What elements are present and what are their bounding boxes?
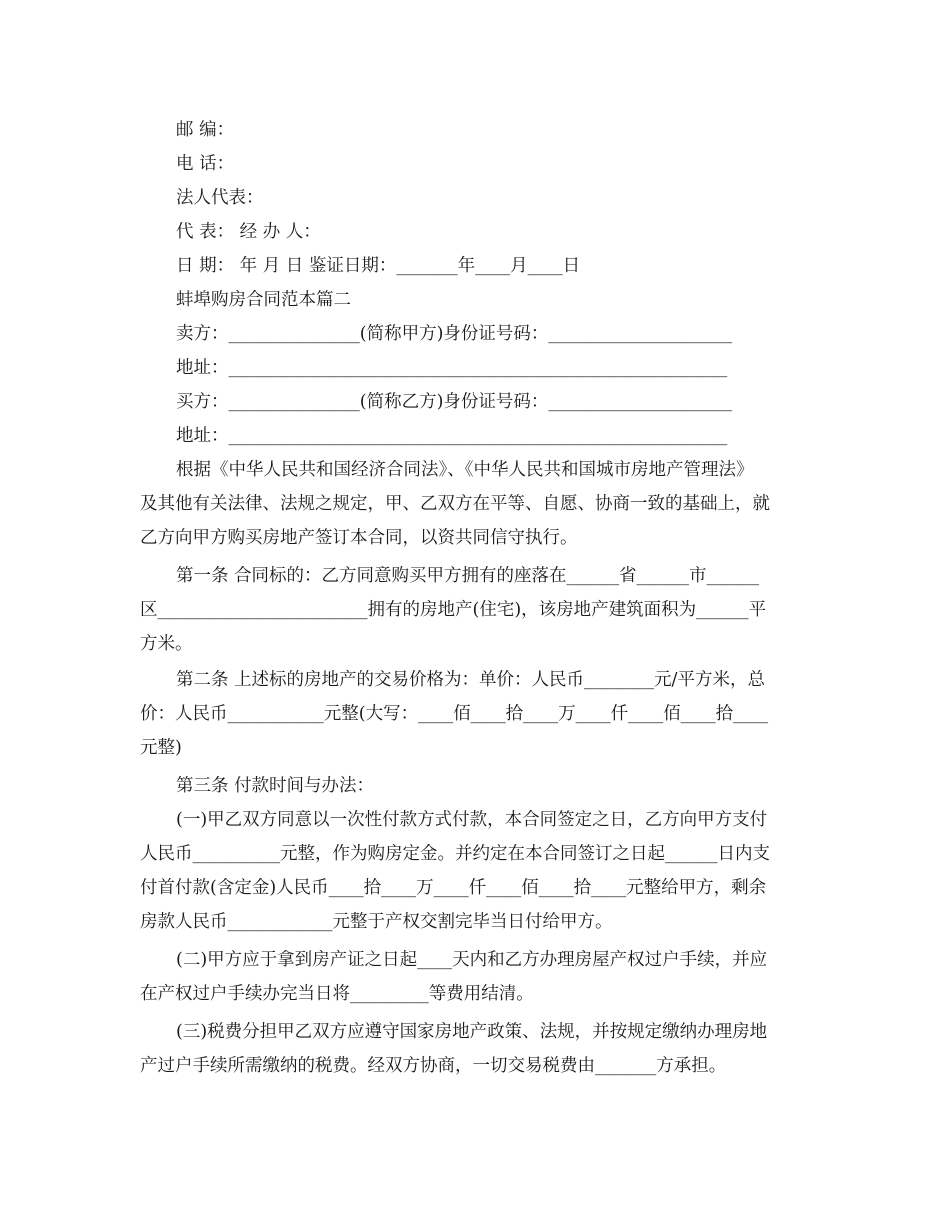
clause-3-line: (三)税费分担甲乙双方应遵守国家房地产政策、法规，并按规定缴纳办理房地	[176, 1022, 768, 1042]
clause-1-line: 付首付款(含定金)人民币____拾____万____仟____佰____拾____元整给甲方，剩余	[140, 878, 767, 898]
seller-line: 卖方：_______________(简称甲方)身份证号码：_____________________	[176, 324, 733, 344]
representative-agent-line: 代 表： 经 办 人：	[176, 222, 321, 242]
preamble-line: 乙方向甲方购买房地产签订本合同，以资共同信守执行。	[140, 528, 578, 548]
article-2-line: 第二条 上述标的房地产的交易价格为：单价：人民币________元/平方米，总	[176, 670, 765, 690]
clause-2-line: (二)甲方应于拿到房产证之日起____天内和乙方办理房屋产权过户手续，并应	[176, 950, 768, 970]
clause-1-line: (一)甲乙双方同意以一次性付款方式付款，本合同签定之日，乙方向甲方支付	[176, 810, 768, 830]
buyer-address-line: 地址：_________________________________________________________	[176, 426, 728, 446]
seller-address-line: 地址：_________________________________________________________	[176, 358, 728, 378]
article-1-line: 第一条 合同标的：乙方同意购买甲方拥有的座落在______省______市______	[176, 566, 760, 586]
preamble-line: 及其他有关法律、法规之规定，甲、乙双方在平等、自愿、协商一致的基础上，就	[140, 494, 770, 514]
article-2-line: 价：人民币___________元整(大写：____佰____拾____万____仟____佰____拾____	[140, 704, 769, 724]
clause-3-line: 产过户手续所需缴纳的税费。经双方协商，一切交易税费由_______方承担。	[140, 1056, 727, 1076]
legal-representative-line: 法人代表：	[176, 188, 264, 208]
clause-2-line: 在产权过户手续办完当日将_________等费用结清。	[140, 984, 534, 1004]
article-2-line: 元整)	[140, 738, 182, 758]
clause-1-line: 房款人民币____________元整于产权交割完毕当日付给甲方。	[140, 912, 613, 932]
date-line: 日 期： 年 月 日 鉴证日期：_______年____月____日	[176, 256, 581, 276]
postcode-line: 邮 编：	[176, 120, 235, 140]
buyer-line: 买方：_______________(简称乙方)身份证号码：_____________________	[176, 392, 733, 412]
section-title: 蚌埠购房合同范本篇二	[176, 290, 351, 310]
article-1-line: 方米。	[140, 634, 193, 654]
preamble-line: 根据《中华人民共和国经济合同法》、《中华人民共和国城市房地产管理法》	[176, 460, 754, 480]
clause-1-line: 人民币__________元整，作为购房定金。并约定在本合同签订之日起______日内支	[140, 844, 770, 864]
article-3-heading: 第三条 付款时间与办法：	[176, 776, 375, 796]
article-1-line: 区________________________拥有的房地产(住宅)，该房地产建筑面积为______平	[140, 600, 767, 620]
phone-line: 电 话：	[176, 154, 235, 174]
